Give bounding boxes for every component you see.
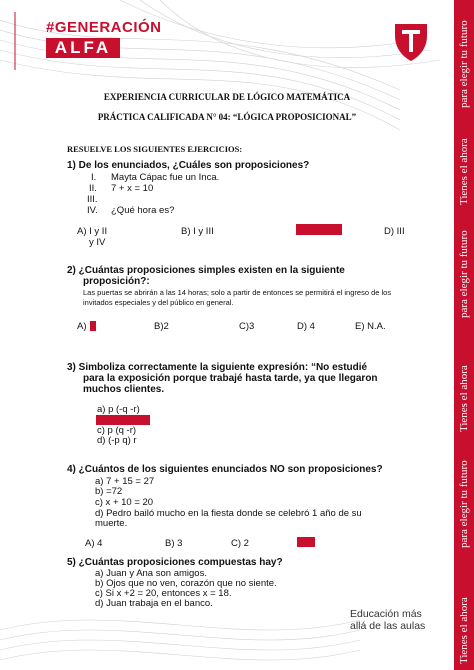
q2-statement-cont: invitados especiales y del público en general.	[83, 298, 234, 307]
q1-item-numeral: III.	[87, 194, 98, 205]
footer-line-1: Educación más	[350, 608, 422, 620]
q1-option-d: D) III	[384, 226, 405, 237]
q2-option-a-highlight	[90, 321, 96, 331]
practice-title: PRÁCTICA CALIFICADA N° 04: “LÓGICA PROPOSICIONAL”	[97, 112, 357, 122]
side-slogan-4: Tienes el ahora	[458, 365, 470, 432]
q2-option-c: C)3	[239, 321, 255, 332]
q3-option-c: c) p (q -r)	[97, 425, 137, 436]
q3-option-b-highlight	[96, 415, 150, 425]
question-2-title: 2) ¿Cuántas proposiciones simples existen en la siguiente	[67, 265, 345, 276]
question-3-title-cont2: muchos clientes.	[83, 384, 165, 395]
q5-item-d: d) Juan trabaja en el banco.	[95, 598, 213, 609]
brand-hashtag: #GENERACIÓN	[46, 19, 162, 36]
q4-option-a: A) 4	[85, 538, 103, 549]
q1-item-numeral: I.	[91, 172, 97, 183]
side-slogan-5: para elegir tu futuro	[458, 460, 470, 548]
question-3-title-cont: para la exposición porque trabajé hasta tarde, ya que llegaron	[83, 373, 378, 384]
question-3-title: 3) Simboliza correctamente la siguiente expresión: “No estudié	[67, 362, 368, 373]
q5-item-b: b) Ojos que no ven, corazón que no siente.	[95, 578, 277, 589]
q1-option-c-highlight: C) III y IV	[296, 224, 342, 235]
q1-item-numeral: IV.	[87, 205, 98, 216]
q2-option-a: A)	[77, 321, 87, 332]
q3-option-a: a) p (-q -r)	[97, 404, 140, 415]
footer-line-2: allá de las aulas	[350, 620, 426, 632]
q2-option-d: D) 4	[297, 321, 315, 332]
q4-option-c: C) 2	[231, 538, 249, 549]
university-logo-icon	[393, 22, 429, 62]
q4-item-d: d) Pedro bailó mucho en la fiesta donde se celebró 1 año de su	[95, 508, 362, 519]
side-slogan-6: Tienes el ahora	[458, 597, 470, 664]
instructions: RESUELVE LOS SIGUIENTES EJERCICIOS:	[67, 144, 243, 154]
footer-slogan	[350, 608, 425, 632]
q5-item-c: c) Si x +2 = 20, entonces x = 18.	[95, 588, 232, 599]
brand-logo: ALFA	[46, 38, 120, 58]
question-4-title: 4) ¿Cuántos de los siguientes enunciados NO son proposiciones?	[67, 464, 383, 475]
q4-item-c: c) x + 10 = 20	[95, 497, 154, 508]
side-slogan-2: Tienes el ahora	[458, 138, 470, 205]
q4-option-b: B) 3	[165, 538, 183, 549]
q2-statement: Las puertas se abrirán a las 14 horas; solo a partir de entonces se permitirá el ingreso de los	[83, 288, 392, 297]
side-slogan-1: para elegir tu futuro	[458, 20, 470, 108]
question-5-title: 5) ¿Cuántas proposiciones compuestas hay?	[67, 557, 283, 568]
question-2-title-cont: proposición?:	[83, 276, 150, 287]
q3-option-d: d) (-p q) r	[97, 435, 137, 446]
q1-item-numeral: II.	[89, 183, 97, 194]
q5-item-a: a) Juan y Ana son amigos.	[95, 568, 207, 579]
side-slogan-band	[454, 0, 474, 670]
q1-item-text: 7 + x = 10	[111, 183, 154, 194]
q4-item-d-cont: muerte.	[95, 518, 128, 529]
q4-option-d-highlight	[297, 537, 315, 547]
q1-item-text: Mayta Cápac fue un Inca.	[111, 172, 220, 183]
q1-option-b: B) I y III	[181, 226, 214, 237]
q1-item-text: ¿Qué hora es?	[111, 205, 175, 216]
course-title: EXPERIENCIA CURRICULAR DE LÓGICO MATEMÁTICA	[103, 92, 351, 102]
q1-option-a: A) I y II	[77, 226, 108, 237]
q2-option-e: E) N.A.	[355, 321, 386, 332]
question-1-title: 1) De los enunciados, ¿Cuáles son proposiciones?	[67, 160, 310, 171]
q4-item-a: a) 7 + 15 = 27	[95, 476, 155, 487]
side-slogan-3: para elegir tu futuro	[458, 230, 470, 318]
q2-option-b: B)2	[154, 321, 169, 332]
q1-option-a-cont: y IV	[89, 237, 106, 248]
q4-item-b: b) =72	[95, 486, 123, 497]
